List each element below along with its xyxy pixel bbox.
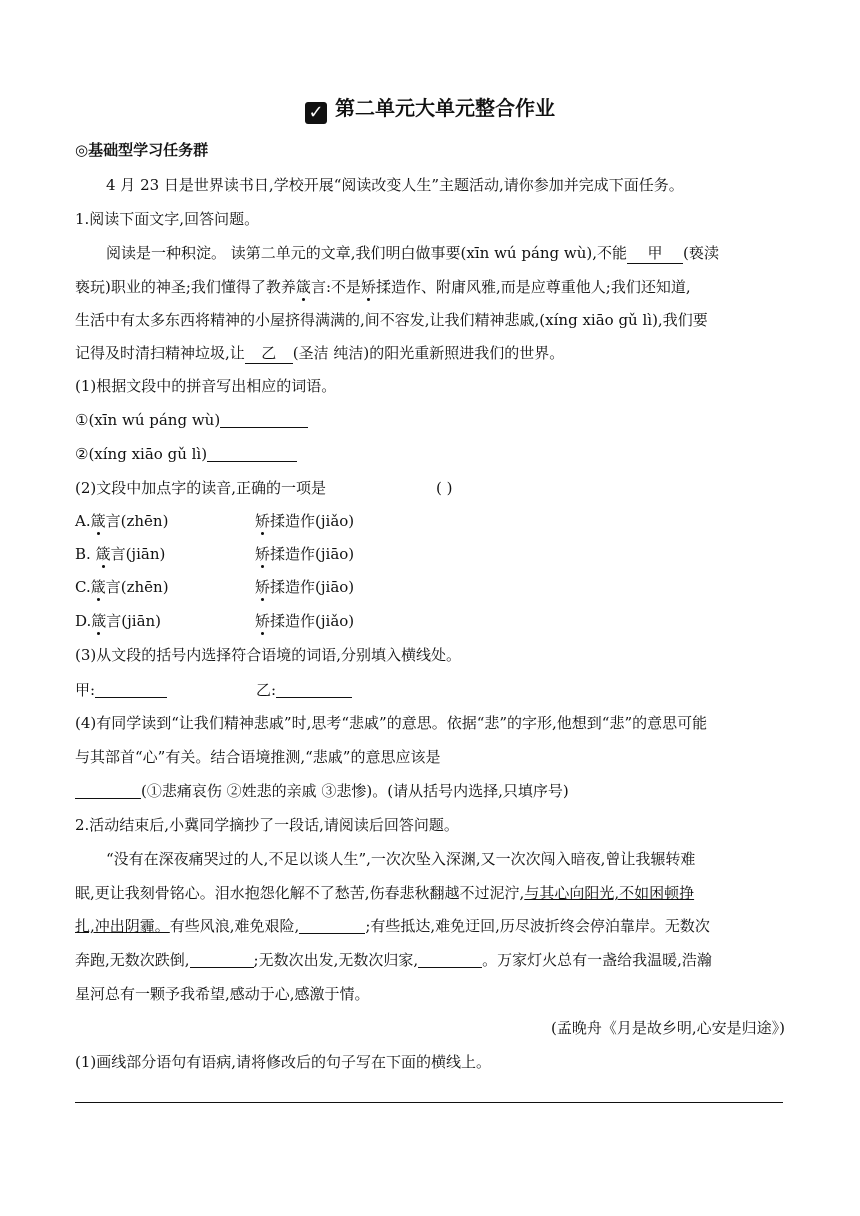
q2-source: (孟晚舟《月是故乡明,心安是归途》) (551, 1019, 785, 1037)
q1-sub2: (2)文段中加点字的读音,正确的一项是 (75, 479, 327, 497)
section-heading: ◎基础型学习任务群 (75, 141, 209, 159)
option-a-word2: 矫揉造作(jiǎo) (255, 512, 355, 530)
q1-sub1: (1)根据文段中的拼音写出相应的词语。 (75, 377, 337, 395)
intro-text: 4 月 23 日是世界读书日,学校开展“阅读改变人生”主题活动,请你参加并完成下面任务。 (106, 176, 684, 194)
answer-line[interactable] (75, 782, 141, 799)
blank-yi[interactable]: 乙 (245, 343, 293, 364)
q2-passage-line-4: 奔跑,无数次跌倒, ;无数次出发,无数次归家, 。万家灯火总有一盏给我温暖,浩瀚 (75, 951, 712, 969)
answer-line[interactable] (299, 917, 365, 934)
answer-line[interactable] (95, 681, 167, 698)
q1-sub4-line2: 与其部首“心”有关。结合语境推测,“悲戚”的意思应该是 (75, 748, 441, 766)
q1-heading: 1.阅读下面文字,回答问题。 (75, 210, 260, 228)
q1-sub4-line1: (4)有同学读到“让我们精神悲戚”时,思考“悲戚”的意思。依据“悲”的字形,他想到“悲”的意思可能 (75, 714, 708, 732)
q2-passage-line-5: 星河总有一颗予我希望,感动于心,感激于情。 (75, 985, 370, 1003)
q1-sub4-line3: (①悲痛哀伤 ②姓悲的亲戚 ③悲惨)。(请从括号内选择,只填序号) (75, 781, 569, 801)
option-d-word2: 矫揉造作(jiǎo) (255, 612, 355, 630)
answer-line[interactable] (207, 445, 297, 462)
q1-sub1-a: ①(xīn wú páng wù) (75, 410, 308, 430)
q1-sub3-jia: 甲: (75, 680, 167, 700)
q1-sub1-b: ②(xíng xiāo gǔ lì) (75, 444, 297, 464)
underlined-sentence: 与其心向阳光,不如困顿挣 (524, 884, 695, 902)
q1-passage-line-4: 记得及时清扫精神垃圾,让 乙 (圣洁 纯洁)的阳光重新照进我们的世界。 (75, 344, 565, 362)
q1-sub3: (3)从文段的括号内选择符合语境的词语,分别填入横线处。 (75, 646, 462, 664)
q1-passage-line-2: 亵玩)职业的神圣;我们懂得了教养箴言:不是矫揉造作、附庸风雅,而是应尊重他人;我们还知道, (75, 278, 691, 296)
q2-sub1: (1)画线部分语句有语病,请将修改后的句子写在下面的横线上。 (75, 1053, 492, 1071)
option-c[interactable]: C.箴言(zhēn) (75, 578, 169, 596)
underlined-sentence: 扎,冲出阴霾。 (75, 917, 170, 935)
answer-line[interactable] (220, 411, 308, 428)
q1-sub3-yi: 乙: (256, 680, 352, 700)
answer-line[interactable] (276, 681, 352, 698)
answer-line[interactable] (75, 1102, 783, 1103)
page-title: ✓ 第二单元大单元整合作业 (0, 92, 860, 124)
blank-jia[interactable]: 甲 (627, 243, 683, 264)
q2-passage-line-1: “没有在深夜痛哭过的人,不足以谈人生”,一次次坠入深渊,又一次次闯入暗夜,曾让我辗转难 (106, 850, 696, 868)
option-b-word2: 矫揉造作(jiāo) (255, 545, 355, 563)
option-c-word2: 矫揉造作(jiāo) (255, 578, 355, 596)
q2-passage-line-2: 眠,更让我刻骨铭心。泪水抱怨化解不了愁苦,伤春悲秋翻越不过泥泞,与其心向阳光,不如困顿挣 (75, 884, 695, 902)
option-a[interactable]: A.箴言(zhēn) (75, 512, 169, 530)
q2-heading: 2.活动结束后,小冀同学摘抄了一段话,请阅读后回答问题。 (75, 816, 459, 834)
answer-line[interactable] (190, 951, 254, 968)
checkbox-icon: ✓ (305, 102, 327, 124)
answer-paren[interactable]: ( ) (436, 479, 453, 497)
q1-passage-line-3: 生活中有太多东西将精神的小屋挤得满满的,间不容发,让我们精神悲戚,(xíng xiāo gǔ lì),我们要 (75, 311, 708, 329)
q1-passage-line-1: 阅读是一种积淀。 读第二单元的文章,我们明白做事要(xīn wú páng wù),不能 甲 (亵渎 (106, 244, 719, 262)
answer-line[interactable] (418, 951, 482, 968)
q2-passage-line-3: 扎,冲出阴霾。有些风浪,难免艰险, ;有些抵达,难免迂回,历尽波折终会停泊靠岸。无数次 (75, 917, 710, 935)
option-d[interactable]: D.箴言(jiān) (75, 612, 162, 630)
option-b[interactable]: B. 箴言(jiān) (75, 545, 166, 563)
